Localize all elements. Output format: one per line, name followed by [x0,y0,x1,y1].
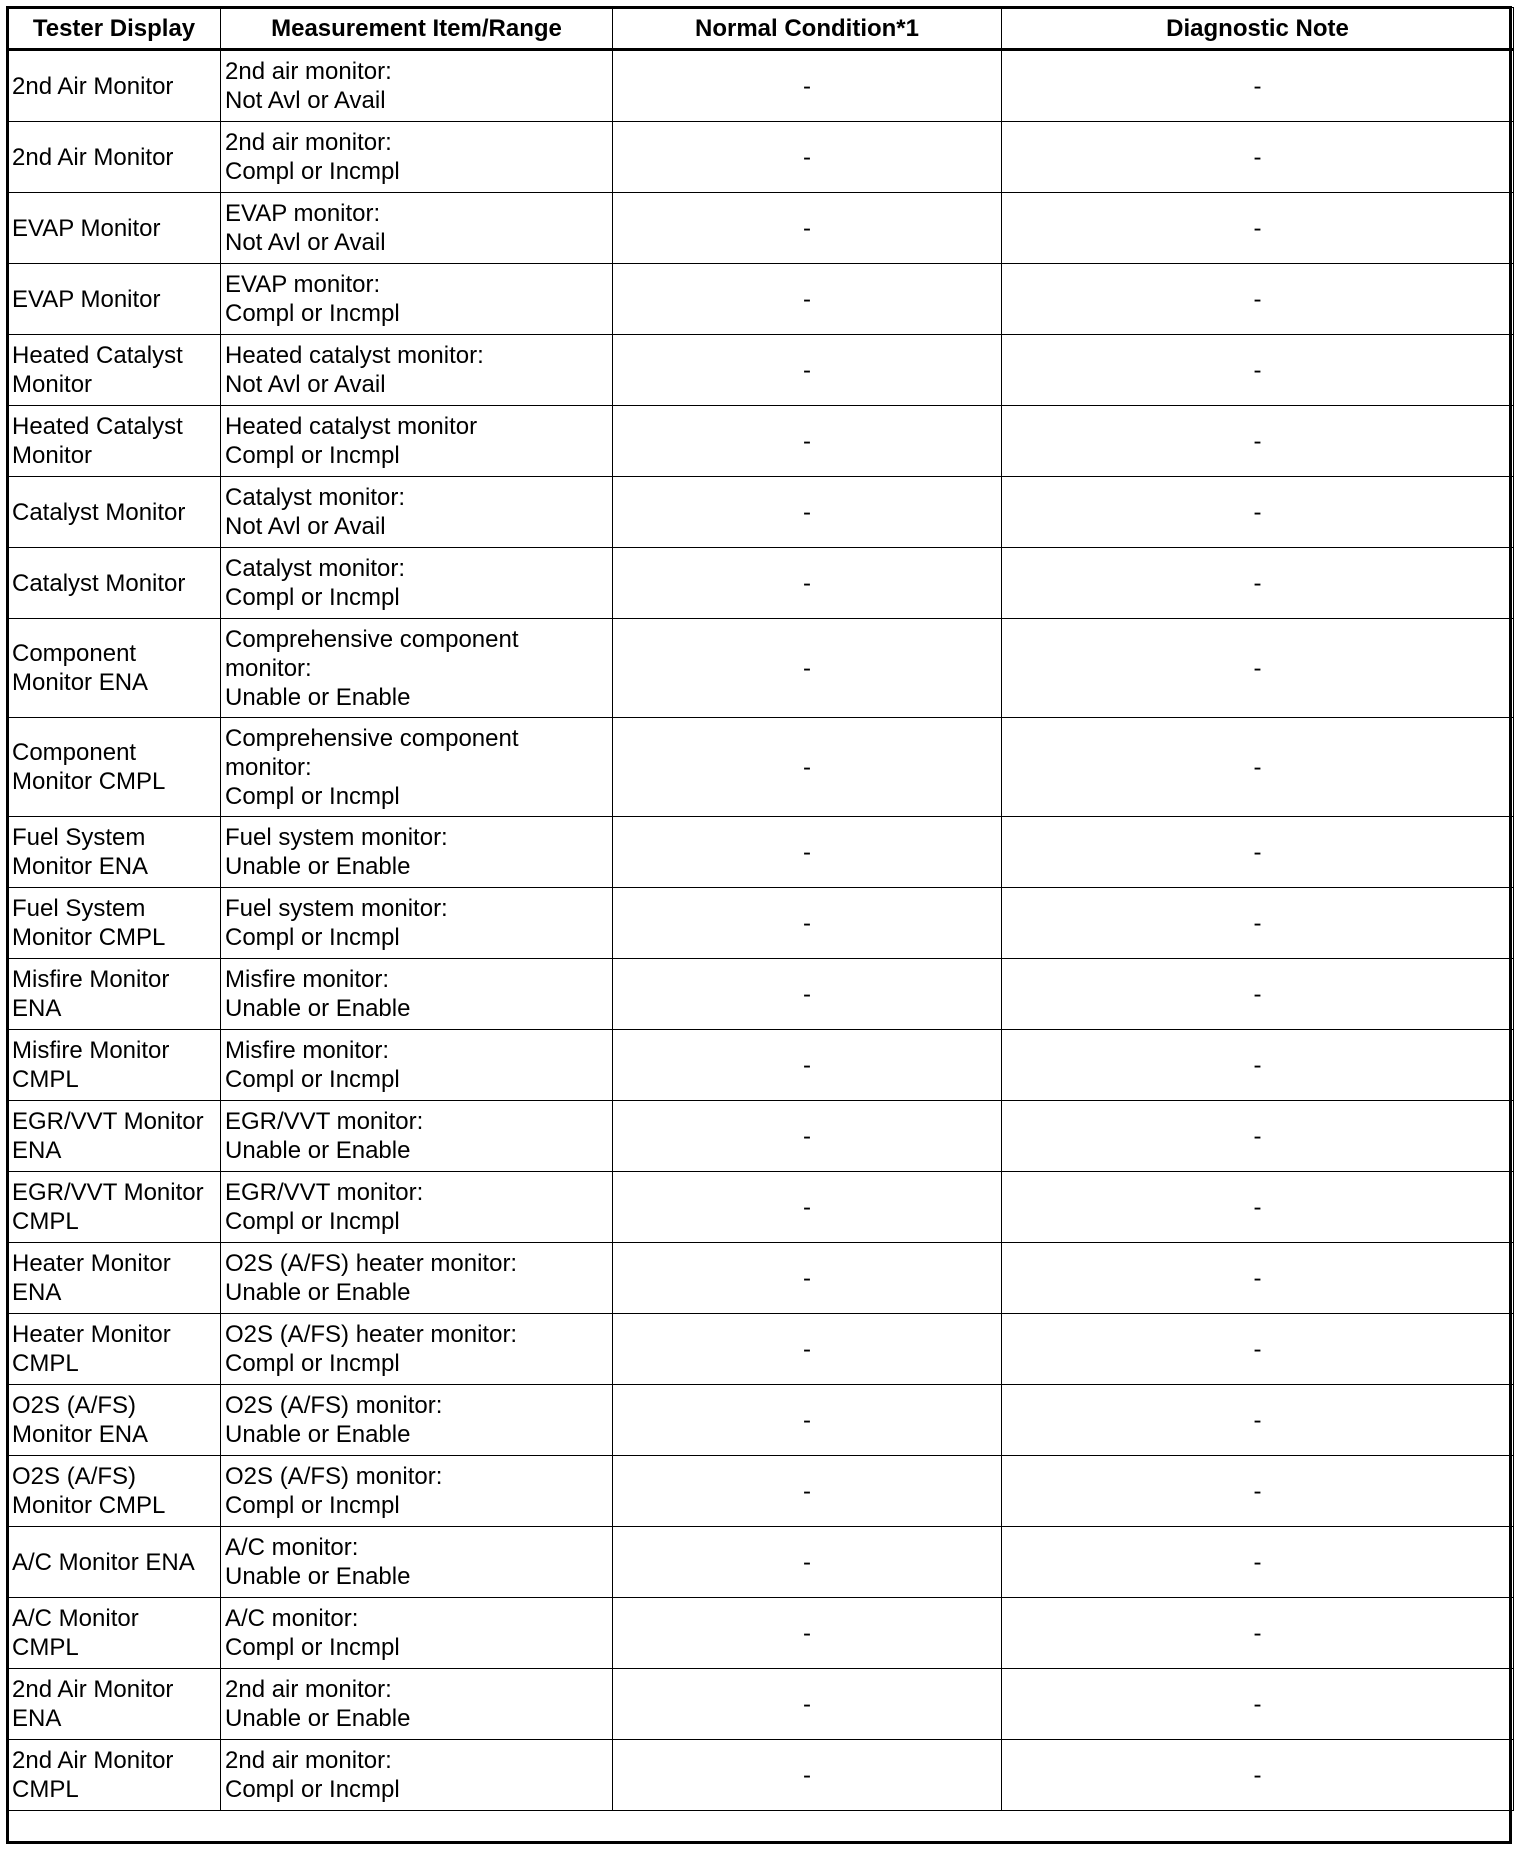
table-row [8,1385,1514,1456]
tester-display-cell: O2S (A/FS) Monitor ENA [8,1385,221,1456]
table-row [8,1740,1514,1811]
measurement-item-cell: EVAP monitor: Compl or Incmpl [221,264,613,335]
measurement-item-cell: Catalyst monitor: Compl or Incmpl [221,548,613,619]
measurement-item-cell: EGR/VVT monitor: Compl or Incmpl [221,1172,613,1243]
normal-condition-cell: - [613,477,1002,548]
normal-condition-cell: - [613,335,1002,406]
header-tester-display: Tester Display [8,8,221,50]
measurement-item-cell: 2nd air monitor: Not Avl or Avail [221,50,613,122]
tester-display-cell: Catalyst Monitor [8,477,221,548]
table-row [8,548,1514,619]
diagnostic-note-cell: - [1002,888,1514,959]
tester-display-cell: 2nd Air Monitor ENA [8,1669,221,1740]
tester-display-cell: EVAP Monitor [8,193,221,264]
normal-condition-cell: - [613,1456,1002,1527]
table-row [8,193,1514,264]
diagnostic-note-cell: - [1002,1598,1514,1669]
table-row [8,406,1514,477]
table-header [8,8,1514,50]
normal-condition-cell: - [613,1740,1002,1811]
tester-display-cell: A/C Monitor ENA [8,1527,221,1598]
table-row [8,477,1514,548]
normal-condition-cell: - [613,1243,1002,1314]
measurement-item-cell: O2S (A/FS) monitor: Unable or Enable [221,1385,613,1456]
table-row [8,1598,1514,1669]
measurement-item-cell: 2nd air monitor: Compl or Incmpl [221,122,613,193]
tester-display-cell: Heater Monitor ENA [8,1243,221,1314]
diagnostic-note-cell: - [1002,122,1514,193]
table-row [8,1172,1514,1243]
table-row [8,1101,1514,1172]
tester-display-cell: Heated Catalyst Monitor [8,335,221,406]
normal-condition-cell: - [613,888,1002,959]
measurement-item-cell: A/C monitor: Compl or Incmpl [221,1598,613,1669]
tester-display-cell: EVAP Monitor [8,264,221,335]
normal-condition-cell: - [613,718,1002,817]
diagnostic-note-cell: - [1002,1669,1514,1740]
tester-display-cell: EGR/VVT Monitor CMPL [8,1172,221,1243]
table-row [8,888,1514,959]
diagnostic-note-cell: - [1002,1385,1514,1456]
measurement-item-cell: Comprehensive component monitor: Compl or Incmpl [221,718,613,817]
normal-condition-cell: - [613,1527,1002,1598]
table-row [8,718,1514,817]
measurement-item-cell: EVAP monitor: Not Avl or Avail [221,193,613,264]
diagnostic-note-cell: - [1002,1740,1514,1811]
diagnostic-note-cell: - [1002,548,1514,619]
measurement-item-cell: Heated catalyst monitor Compl or Incmpl [221,406,613,477]
diagnostic-note-cell: - [1002,619,1514,718]
measurement-item-cell: O2S (A/FS) monitor: Compl or Incmpl [221,1456,613,1527]
diagnostic-note-cell: - [1002,335,1514,406]
tester-display-cell: Component Monitor CMPL [8,718,221,817]
diagnostic-note-cell: - [1002,1527,1514,1598]
tester-display-cell: Misfire Monitor ENA [8,959,221,1030]
normal-condition-cell: - [613,1101,1002,1172]
table-row [8,264,1514,335]
normal-condition-cell: - [613,1030,1002,1101]
diagnostic-note-cell: - [1002,1030,1514,1101]
table-row [8,619,1514,718]
tester-display-cell: Component Monitor ENA [8,619,221,718]
diagnostic-note-cell: - [1002,477,1514,548]
normal-condition-cell: - [613,1669,1002,1740]
table-row [8,1243,1514,1314]
normal-condition-cell: - [613,548,1002,619]
measurement-item-cell: Misfire monitor: Unable or Enable [221,959,613,1030]
table-row [8,1669,1514,1740]
tester-display-table [7,7,1514,1811]
normal-condition-cell: - [613,1314,1002,1385]
table-row [8,1030,1514,1101]
table-row [8,335,1514,406]
diagnostic-note-cell: - [1002,1314,1514,1385]
measurement-item-cell: EGR/VVT monitor: Unable or Enable [221,1101,613,1172]
normal-condition-cell: - [613,264,1002,335]
measurement-item-cell: O2S (A/FS) heater monitor: Compl or Incmpl [221,1314,613,1385]
measurement-item-cell: O2S (A/FS) heater monitor: Unable or Enable [221,1243,613,1314]
diagnostic-note-cell: - [1002,959,1514,1030]
normal-condition-cell: - [613,122,1002,193]
diagnostic-note-cell: - [1002,1101,1514,1172]
table-row [8,959,1514,1030]
measurement-item-cell: Fuel system monitor: Unable or Enable [221,817,613,888]
measurement-item-cell: A/C monitor: Unable or Enable [221,1527,613,1598]
tester-display-cell: 2nd Air Monitor [8,50,221,122]
tester-display-cell: 2nd Air Monitor CMPL [8,1740,221,1811]
measurement-item-cell: 2nd air monitor: Compl or Incmpl [221,1740,613,1811]
diagnostic-note-cell: - [1002,1172,1514,1243]
normal-condition-cell: - [613,406,1002,477]
tester-display-cell: Heater Monitor CMPL [8,1314,221,1385]
diagnostic-note-cell: - [1002,264,1514,335]
table-row [8,122,1514,193]
tester-display-cell: A/C Monitor CMPL [8,1598,221,1669]
diagnostic-note-cell: - [1002,50,1514,122]
normal-condition-cell: - [613,619,1002,718]
diagnostic-note-cell: - [1002,193,1514,264]
normal-condition-cell: - [613,1385,1002,1456]
header-normal-condition: Normal Condition*1 [613,8,1002,50]
table-body [8,50,1514,1811]
measurement-item-cell: 2nd air monitor: Unable or Enable [221,1669,613,1740]
tester-display-cell: Fuel System Monitor CMPL [8,888,221,959]
measurement-item-cell: Catalyst monitor: Not Avl or Avail [221,477,613,548]
tester-display-cell: Heated Catalyst Monitor [8,406,221,477]
diagnostic-note-cell: - [1002,406,1514,477]
table-row [8,1314,1514,1385]
diagnostic-note-cell: - [1002,1456,1514,1527]
header-diagnostic-note: Diagnostic Note [1002,8,1514,50]
measurement-item-cell: Comprehensive component monitor: Unable or Enable [221,619,613,718]
table-row [8,1456,1514,1527]
diagnostic-note-cell: - [1002,817,1514,888]
measurement-item-cell: Misfire monitor: Compl or Incmpl [221,1030,613,1101]
tester-display-cell: Misfire Monitor CMPL [8,1030,221,1101]
table-row [8,1527,1514,1598]
diagnostic-note-cell: - [1002,718,1514,817]
measurement-item-cell: Fuel system monitor: Compl or Incmpl [221,888,613,959]
normal-condition-cell: - [613,193,1002,264]
tester-display-cell: O2S (A/FS) Monitor CMPL [8,1456,221,1527]
tester-display-cell: Catalyst Monitor [8,548,221,619]
normal-condition-cell: - [613,959,1002,1030]
header-measurement-item: Measurement Item/Range [221,8,613,50]
measurement-item-cell: Heated catalyst monitor: Not Avl or Avail [221,335,613,406]
tester-display-cell: EGR/VVT Monitor ENA [8,1101,221,1172]
normal-condition-cell: - [613,1172,1002,1243]
header-row [8,8,1514,50]
tester-display-cell: Fuel System Monitor ENA [8,817,221,888]
table-row [8,50,1514,122]
normal-condition-cell: - [613,817,1002,888]
table-row [8,817,1514,888]
tester-display-cell: 2nd Air Monitor [8,122,221,193]
normal-condition-cell: - [613,1598,1002,1669]
normal-condition-cell: - [613,50,1002,122]
diagnostic-note-cell: - [1002,1243,1514,1314]
